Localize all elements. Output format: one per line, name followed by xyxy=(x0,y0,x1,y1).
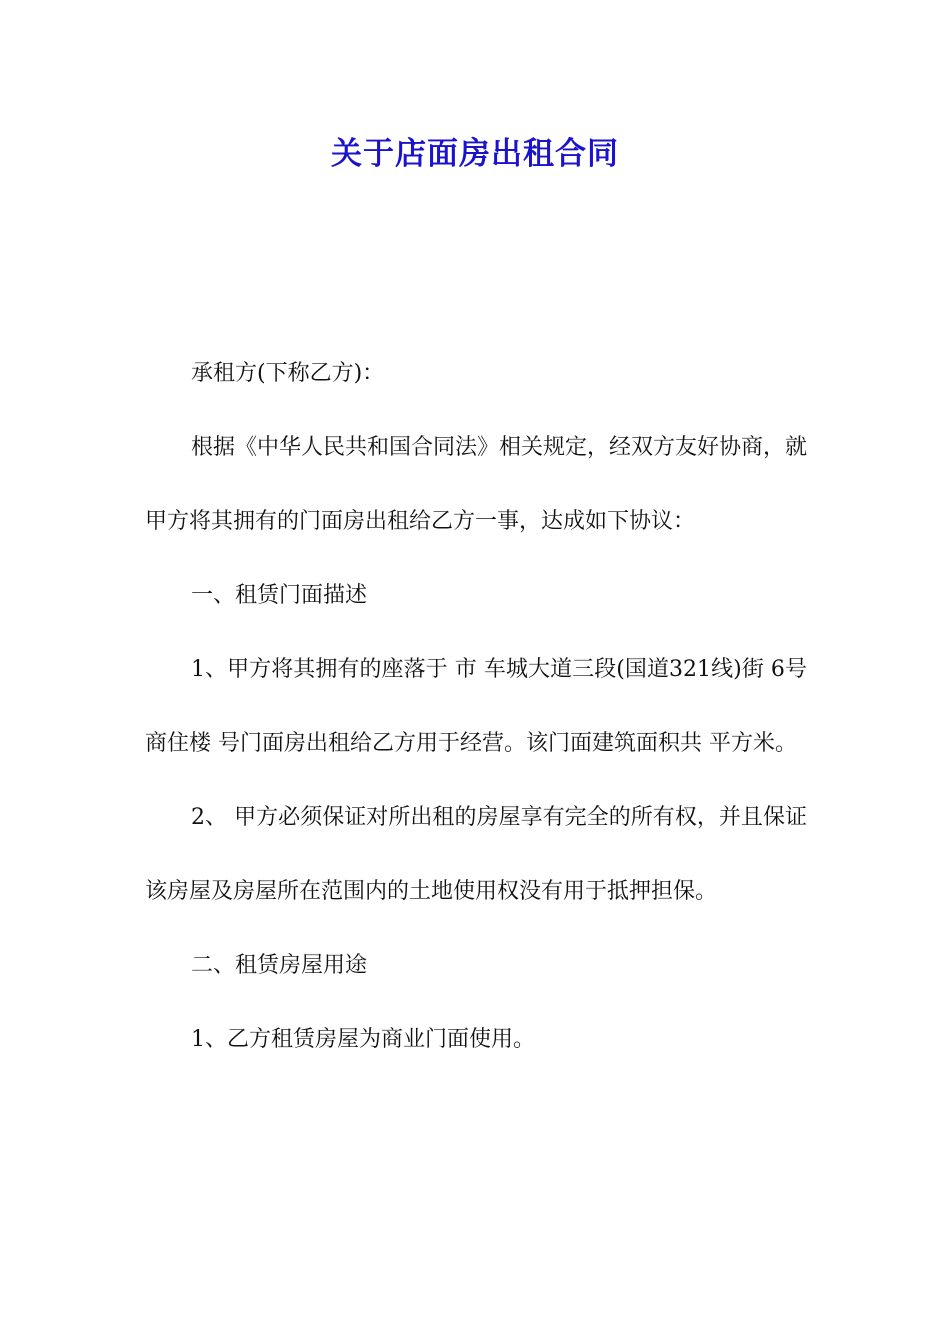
section-heading-2: 二、租赁房屋用途 xyxy=(191,953,368,978)
clause-1-2: 2、 甲方必须保证对所出租的房屋享有完全的所有权，并且保证该房屋及房屋所在范围内的土地使用权没有用于抵押担保。 xyxy=(145,805,807,904)
clause-1-1: 1、甲方将其拥有的座落于 市 车城大道三段(国道321线)街 6号商住楼 号门面房出租给乙方用于经营。该门面建筑面积共 平方米。 xyxy=(145,657,807,756)
section-heading-1: 一、租赁门面描述 xyxy=(191,583,368,608)
clause-2-1: 1、乙方租赁房屋为商业门面使用。 xyxy=(191,1027,535,1052)
tenant-line: 承租方(下称乙方)： xyxy=(191,361,385,386)
document-body xyxy=(145,337,807,1077)
document-title: 关于店面房出租合同 xyxy=(331,136,619,172)
intro-paragraph: 根据《中华人民共和国合同法》相关规定，经双方友好协商，就甲方将其拥有的门面房出租给乙方一事，达成如下协议： xyxy=(145,435,808,534)
